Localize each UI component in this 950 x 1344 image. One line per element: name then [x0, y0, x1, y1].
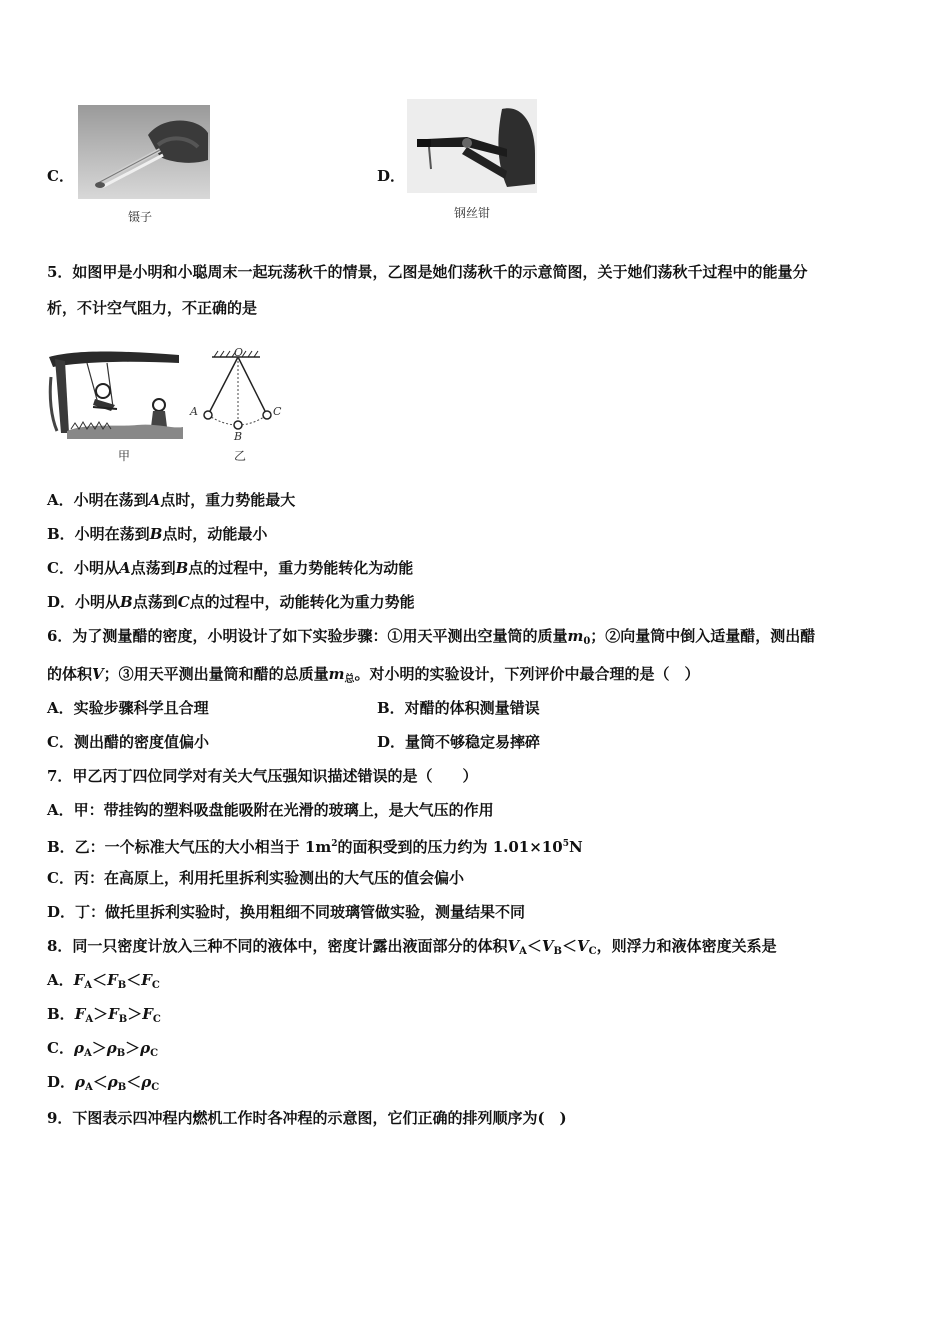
pliers-photo: [407, 99, 537, 193]
tweezers-photo: [78, 105, 210, 199]
q8-option-c: C．$\rho_A>\rho_B>\rho_C$: [47, 1039, 159, 1059]
q7-option-d: D．丁：做托里拆利实验时，换用粗细不同玻璃管做实验，测量结果不同: [47, 903, 526, 921]
q7-option-c: C．丙：在高原上，利用托里拆利实验测出的大气压的值会偏小: [47, 869, 464, 887]
q6-option-c: C．测出醋的密度值偏小: [47, 733, 209, 751]
swing-scene-figure: [47, 347, 185, 439]
q7-option-b: B．乙：一个标准大气压的大小相当于 $1m^2$的面积受到的压力约为 $1.01\times 10^5N$: [47, 838, 583, 856]
q5-stem-line1: 5．如图甲是小明和小聪周末一起玩荡秋千的情景，乙图是她们荡秋千的示意简图，关于她们荡秋千过程中的能量分: [47, 263, 808, 281]
q6-option-b: B．对醋的体积测量错误: [377, 699, 540, 717]
q5-stem-line2: 析，不计空气阻力，不正确的是: [47, 299, 258, 317]
pendulum-point-b: B: [234, 430, 243, 443]
q4-option-d-label: D．: [377, 167, 406, 185]
q4-option-c-label: C．: [47, 167, 74, 185]
pendulum-point-a: A: [190, 405, 198, 418]
fig-yi-caption: 乙: [234, 449, 247, 463]
q5-option-a: A．小明在荡到A点时，重力势能最大: [47, 491, 296, 509]
q6-stem-line2: 的体积V；③用天平测出量筒和醋的总质量$m_总$。对小明的实验设计，下列评价中最合理的是（ ）: [47, 665, 700, 685]
q8-option-d: D．$\rho_A<\rho_B<\rho_C$: [47, 1073, 160, 1093]
q5-option-d: D．小明从B点荡到C点的过程中，动能转化为重力势能: [47, 593, 415, 611]
q5-option-c: C．小明从A点荡到B点的过程中，重力势能转化为动能: [47, 559, 414, 577]
q8-stem: 8．同一只密度计放入三种不同的液体中，密度计露出液面部分的体积$V_A<V_B<V_C$，则浮力和液体密度关系是: [47, 937, 777, 957]
q8-option-a: A．$F_A<F_B<F_C$: [47, 971, 160, 991]
pendulum-point-o: O: [234, 346, 244, 359]
q5-option-b: B．小明在荡到B点时，动能最小: [47, 525, 268, 543]
q6-stem-line1: 6．为了测量醋的密度，小明设计了如下实验步骤：①用天平测出空量筒的质量$m_0$；②向量筒中倒入适量醋，测出醋: [47, 627, 816, 647]
q7-option-a: A．甲：带挂钩的塑料吸盘能吸附在光滑的玻璃上，是大气压的作用: [47, 801, 494, 819]
q6-option-a: A．实验步骤科学且合理: [47, 699, 209, 717]
q7-stem: 7．甲乙丙丁四位同学对有关大气压强知识描述错误的是（ ）: [47, 767, 478, 785]
fig-jia-caption: 甲: [118, 449, 131, 463]
q4-option-d-caption: 钢丝钳: [454, 206, 491, 220]
q6-option-d: D．量筒不够稳定易摔碎: [377, 733, 541, 751]
q9-stem: 9．下图表示四冲程内燃机工作时各冲程的示意图，它们正确的排列顺序为( ): [47, 1109, 567, 1127]
q4-option-c-caption: 镊子: [128, 210, 153, 224]
pendulum-point-c: C: [273, 405, 282, 418]
q8-option-b: B．$F_A>F_B>F_C$: [47, 1005, 161, 1025]
